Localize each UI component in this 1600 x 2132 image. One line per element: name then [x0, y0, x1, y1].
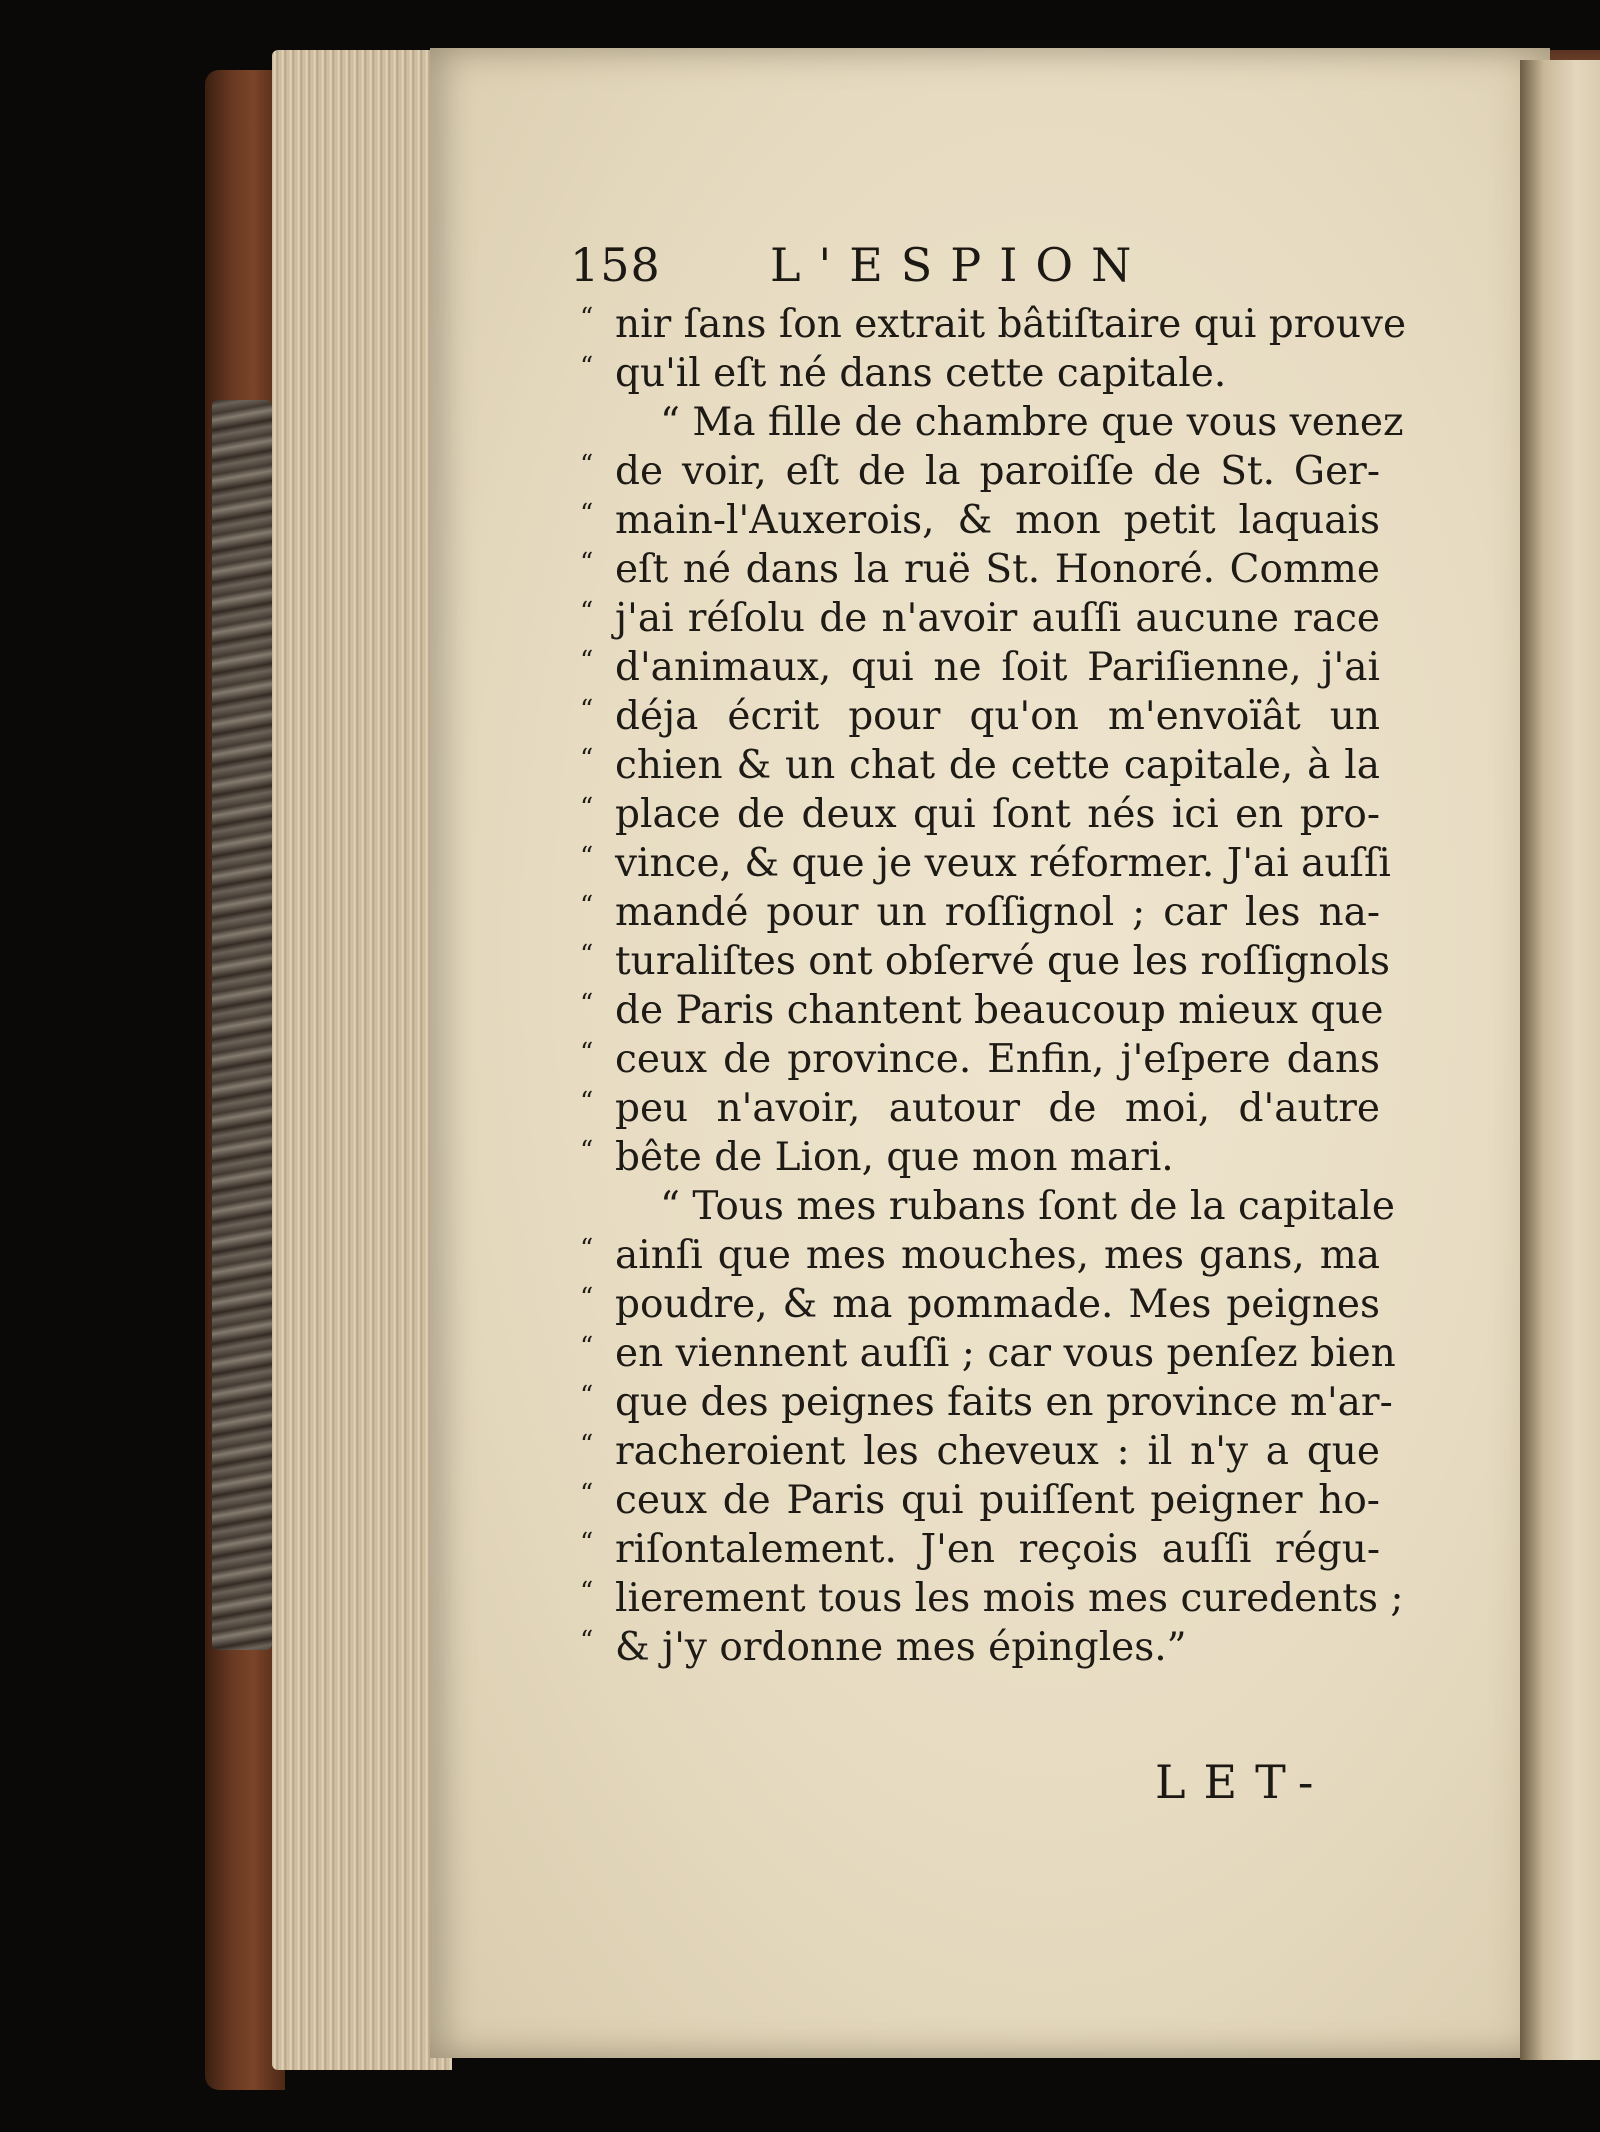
- text-line: [580, 1329, 1396, 1378]
- line-text: ceux de province. Enfin, j'eſpere dans: [615, 1037, 1380, 1082]
- text-line: [580, 741, 1380, 790]
- gutter-next-page: [1520, 60, 1600, 2060]
- line-text: place de deux qui ſont nés ici en pro-: [615, 792, 1380, 837]
- quote-mark: “: [580, 548, 594, 578]
- text-line: [580, 447, 1380, 496]
- line-text: eſt né dans la ruë St. Honoré. Comme: [615, 547, 1380, 592]
- quote-mark: “: [580, 303, 594, 333]
- page-number: 158: [570, 238, 661, 292]
- quote-mark: “: [580, 1038, 594, 1068]
- line-text: poudre, & ma pommade. Mes peignes: [615, 1282, 1380, 1327]
- text-line: [580, 398, 1404, 447]
- text-line: [580, 1427, 1380, 1476]
- text-line: [580, 1378, 1393, 1427]
- catchword: LET-: [1155, 1755, 1332, 1809]
- line-text: ceux de Paris qui puiſſent peigner ho-: [615, 1478, 1380, 1523]
- line-text: chien & un chat de cette capitale, à la: [615, 743, 1380, 788]
- text-line: [580, 545, 1380, 594]
- line-text: lierement tous les mois mes curedents ;: [615, 1576, 1404, 1621]
- line-text: de voir, eſt de la paroiſſe de St. Ger-: [615, 449, 1380, 494]
- line-text: ainſi que mes mouches, mes gans, ma: [615, 1233, 1380, 1278]
- text-line: [580, 839, 1391, 888]
- text-line: [580, 1182, 1395, 1231]
- text-line: [580, 594, 1380, 643]
- quote-mark: “: [580, 1479, 594, 1509]
- quote-mark: “: [580, 1528, 594, 1558]
- line-text: peu n'avoir, autour de moi, d'autre: [615, 1086, 1380, 1131]
- text-line: [580, 1084, 1380, 1133]
- quote-mark: “: [580, 450, 594, 480]
- text-line: [580, 1476, 1380, 1525]
- line-text: riſontalement. J'en reçois auſſi régu-: [615, 1527, 1380, 1572]
- line-text: turaliſtes ont obſervé que les roſſignols: [615, 939, 1391, 984]
- line-text: “ Ma fille de chambre que vous venez: [660, 400, 1404, 445]
- text-line: [580, 496, 1380, 545]
- text-line: [580, 888, 1380, 937]
- text-line: [580, 300, 1407, 349]
- line-text: en viennent auſſi ; car vous penſez bien: [615, 1331, 1396, 1376]
- text-line: [580, 643, 1380, 692]
- quote-mark: “: [580, 1234, 594, 1264]
- quote-mark: “: [580, 1283, 594, 1313]
- line-text: j'ai réſolu de n'avoir auſſi aucune race: [615, 596, 1380, 641]
- quote-mark: “: [580, 1381, 594, 1411]
- quote-mark: “: [580, 793, 594, 823]
- line-text: main-l'Auxerois, & mon petit laquais: [615, 498, 1380, 543]
- line-text: mandé pour un roſſignol ; car les na-: [615, 890, 1380, 935]
- line-text: & j'y ordonne mes épingles.”: [615, 1625, 1187, 1670]
- line-text: qu'il eſt né dans cette capitale.: [615, 351, 1227, 396]
- text-line: [580, 1231, 1380, 1280]
- line-text: d'animaux, qui ne ſoit Pariſienne, j'ai: [615, 645, 1380, 690]
- page-edges: [272, 50, 452, 2070]
- quote-mark: “: [580, 940, 594, 970]
- quote-mark: “: [580, 352, 594, 382]
- text-line: [580, 1574, 1404, 1623]
- text-line: [580, 1280, 1380, 1329]
- quote-mark: “: [580, 499, 594, 529]
- text-line: [580, 1133, 1380, 1182]
- text-line: [580, 1623, 1380, 1672]
- line-text: nir ſans ſon extrait bâtiſtaire qui prouve: [615, 302, 1407, 347]
- text-line: [580, 1035, 1380, 1084]
- quote-mark: “: [580, 646, 594, 676]
- quote-mark: “: [580, 989, 594, 1019]
- text-line: [580, 937, 1391, 986]
- running-head: [570, 238, 1210, 298]
- quote-mark: “: [580, 842, 594, 872]
- line-text: déja écrit pour qu'on m'envoïât un: [615, 694, 1380, 739]
- text-line: [580, 349, 1380, 398]
- quote-mark: “: [580, 695, 594, 725]
- line-text: “ Tous mes rubans ſont de la capitale: [660, 1184, 1395, 1229]
- quote-mark: “: [580, 1087, 594, 1117]
- line-text: bête de Lion, que mon mari.: [615, 1135, 1174, 1180]
- marbled-endpaper: [212, 400, 272, 1650]
- running-title: L'ESPION: [770, 238, 1150, 292]
- text-line: [580, 986, 1384, 1035]
- line-text: que des peignes faits en province m'ar-: [615, 1380, 1393, 1425]
- quote-mark: “: [580, 1577, 594, 1607]
- text-line: [580, 790, 1380, 839]
- line-text: vince, & que je veux réformer. J'ai auſſi: [615, 841, 1391, 886]
- quote-mark: “: [580, 744, 594, 774]
- quote-mark: “: [580, 1430, 594, 1460]
- line-text: de Paris chantent beaucoup mieux que: [615, 988, 1384, 1033]
- quote-mark: “: [580, 1136, 594, 1166]
- quote-mark: “: [580, 891, 594, 921]
- quote-mark: “: [580, 1626, 594, 1656]
- text-line: [580, 1525, 1380, 1574]
- quote-mark: “: [580, 597, 594, 627]
- quote-mark: “: [580, 1332, 594, 1362]
- text-line: [580, 692, 1380, 741]
- line-text: racheroient les cheveux : il n'y a que: [615, 1429, 1380, 1474]
